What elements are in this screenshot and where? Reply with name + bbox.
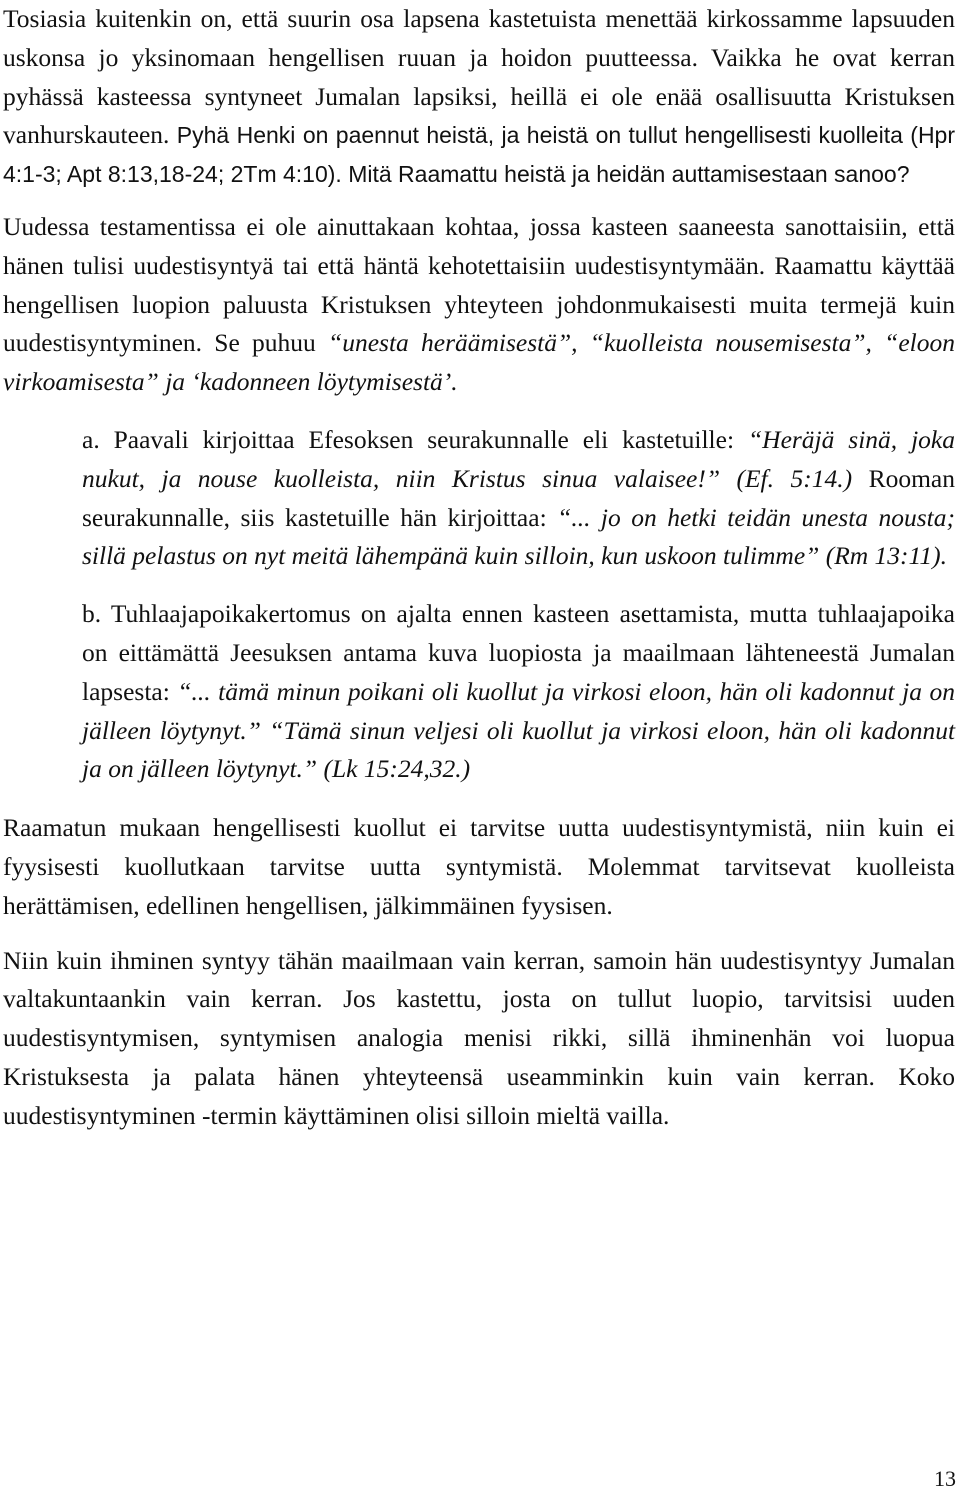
paragraph-3-text-1: a. Paavali kirjoittaa Efesoksen seurakunnalle eli kastetuille:	[82, 424, 735, 454]
paragraph-1	[3, 0, 955, 194]
paragraph-3-indented-quote	[82, 421, 955, 576]
paragraph-6: Niin kuin ihminen syntyy tähän maailmaan vain kerran, samoin hän uudestisyntyy Jumalan valtakuntaankin vain kerran. Jos kastettu, josta on tullut luopio, tarvitsisi uuden uudestisyntymisen, syntymisen analogia menisi rikki, sillä ihminenhän voi luopua Kristuksesta ja palata hänen yhteyteensä useamminkin kuin vain kerran. Koko uudestisyntyminen -termin käyttäminen olisi silloin mieltä vailla.	[3, 945, 955, 1130]
paragraph-2-italic: “unesta heräämisestä”, “kuolleista nousemisesta”, “eloon virkoamisesta” ja ‘kadonneen löytymisestä’.	[3, 328, 955, 397]
page-number: 13	[934, 1466, 956, 1491]
paragraph-4-indented-quote	[82, 595, 955, 789]
paragraph-3-italic-1: “Heräjä sinä, joka nukut, ja nouse kuolleista, niin Kristus sinua valaisee!” (Ef. 5:14.)	[82, 424, 955, 493]
paragraph-1-sans-text: Pyhä Henki on paennut heistä, ja heistä on tullut hengellisesti kuolleita (Hpr 4:1-3; Apt 8:13,18-24; 2Tm 4:10). Mitä Raamattu heistä ja heidän auttamisestaan sanoo?	[3, 122, 955, 188]
paragraph-5: Raamatun mukaan hengellisesti kuollut ei tarvitse uutta uudestisyntymistä, niin kuin ei fyysisesti kuollutkaan tarvitse uutta syntymistä. Molemmat tarvitsevat kuolleista herättämisen, edellinen hengellisen, jälkimmäinen fyysisen.	[3, 813, 955, 920]
paragraph-3-text-2: Rooman seurakunnalle, siis kastetuille hän kirjoittaa:	[82, 463, 956, 532]
paragraph-1-text: Tosiasia kuitenkin on, että suurin osa lapsena kastetuista menettää kirkossamme lapsuuden uskonsa jo yksinomaan hengellisen ruuan ja hoidon puutteessa. Vaikka he ovat kerran pyhässä kasteessa syntyneet Jumalan lapsiksi, heillä ei ole enää osallisuutta Kristuksen vanhurskauteen.	[3, 4, 955, 150]
paragraph-3-italic-2: “... jo on hetki teidän unesta nousta; sillä pelastus on nyt meitä lähempänä kuin silloin, kun uskoon tulimme” (Rm 13:11).	[82, 502, 955, 571]
document-page	[3, 0, 955, 1136]
paragraph-4-text-1: b. Tuhlaajapoikakertomus on ajalta ennen kasteen asettamista, mutta tuhlaajapoika on eittämättä Jeesuksen antama kuva luopiosta ja maailmaan lähteneestä Jumalan lapsesta:	[82, 599, 955, 706]
paragraph-2	[3, 208, 955, 402]
paragraph-4-italic-2: “Tämä sinun veljesi oli kuollut ja virkosi eloon, hän oli kadonnut ja on jälleen löytynyt.” (Lk 15:24,32.)	[82, 715, 956, 784]
paragraph-4-italic-1: “... tämä minun poikani oli kuollut ja virkosi eloon, hän oli kadonnut ja on jälleen löytynyt.”	[82, 676, 955, 745]
paragraph-2-text: Uudessa testamentissa ei ole ainuttakaan kohtaa, jossa kasteen saaneesta sanottaisiin, että hänen tulisi uudestisyntyä tai että häntä kehotettaisiin uudestisyntymään. Raamattu käyttää hengellisen luopion paluusta Kristuksen yhteyteen johdonmukaisesti muita termejä kuin uudestisyntyminen. Se puhuu	[3, 211, 955, 358]
